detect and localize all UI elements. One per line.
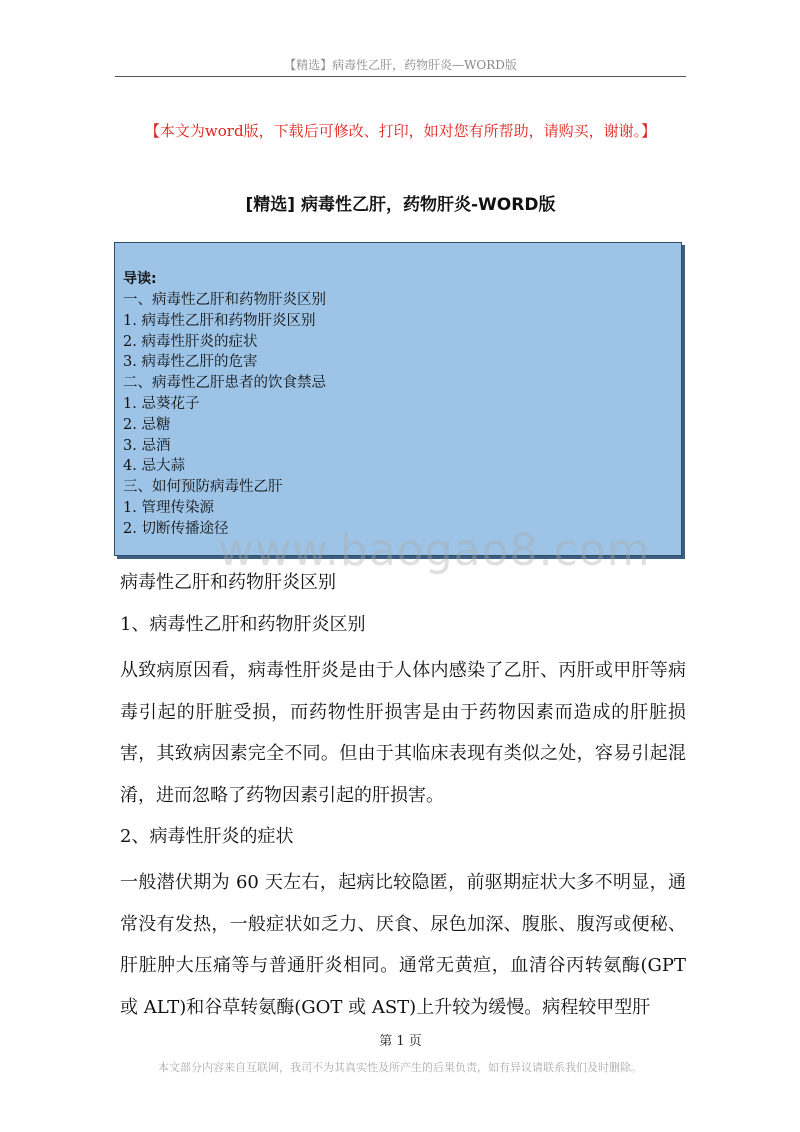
body-paragraph: 从致病原因看，病毒性肝炎是由于人体内感染了乙肝、丙肝或甲肝等病毒引起的肝脏受损，而药物性肝损害是由于药物因素而造成的肝脏损害，其致病因素完全不同。但由于其临床表现有类似之处，容易引起混淆，进而忽略了药物因素引起的肝损害。 xyxy=(120,660,686,806)
subsection-heading: 2、病毒性肝炎的症状 xyxy=(120,826,294,847)
guide-item: 1. 病毒性乙肝和药物肝炎区别 xyxy=(123,312,316,329)
article-body xyxy=(120,566,686,1032)
guide-label: 导读: xyxy=(123,271,157,287)
page-number: 第 1 页 xyxy=(379,1034,422,1049)
subsection-heading: 1、病毒性乙肝和药物肝炎区别 xyxy=(120,614,366,635)
section-heading: 病毒性乙肝和药物肝炎区别 xyxy=(120,572,336,593)
guide-item: 1. 管理传染源 xyxy=(123,499,214,516)
guide-item: 3. 忌酒 xyxy=(123,437,171,454)
guide-item: 二、病毒性乙肝患者的饮食禁忌 xyxy=(123,375,326,392)
guide-item: 3. 病毒性乙肝的危害 xyxy=(123,354,258,371)
running-header: 【精选】病毒性乙肝，药物肝炎—WORD版 xyxy=(284,58,517,72)
guide-item: 一、病毒性乙肝和药物肝炎区别 xyxy=(123,292,326,308)
reading-guide-box xyxy=(114,242,682,556)
guide-item: 2. 病毒性肝炎的症状 xyxy=(123,333,258,350)
footer-disclaimer: 本文部分内容来自互联网，我司不为其真实性及所产生的后果负责，如有异议请联系我们及时删除。 xyxy=(158,1061,642,1074)
watermark: www.baogao8.com xyxy=(218,525,651,576)
header-divider xyxy=(115,76,686,77)
body-paragraph: 一般潜伏期为 60 天左右，起病比较隐匿，前驱期症状大多不明显，通常没有发热，一般症状如乏力、厌食、尿色加深、腹胀、腹泻或便秘、肝脏肿大压痛等与普通肝炎相同。通常无黄疸，血清谷丙转氨酶(GPT 或 ALT)和谷草转氨酶(GOT 或 AST)上升较为缓慢。病程较甲型肝 xyxy=(120,872,686,1018)
guide-item: 2. 切断传播途径 xyxy=(123,520,229,537)
guide-item: 三、如何预防病毒性乙肝 xyxy=(123,479,283,496)
purchase-notice: 【本文为word版，下载后可修改、打印，如对您有所帮助，请购买，谢谢。】 xyxy=(144,122,657,140)
guide-item: 2. 忌糖 xyxy=(123,416,171,433)
guide-item: 4. 忌大蒜 xyxy=(123,458,185,475)
guide-item: 1. 忌葵花子 xyxy=(123,395,200,412)
document-title: [精选] 病毒性乙肝，药物肝炎-WORD版 xyxy=(245,195,556,215)
